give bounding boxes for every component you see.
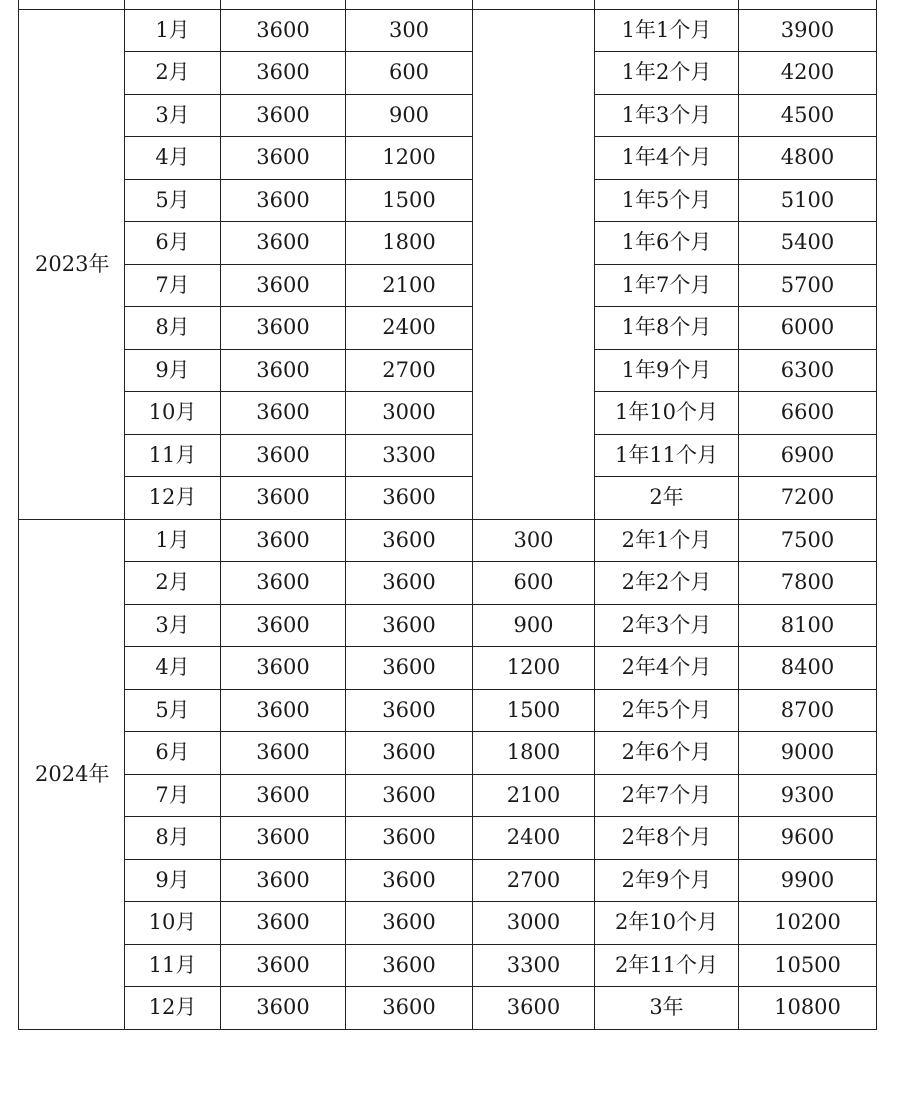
table-row <box>19 307 877 350</box>
period-cell: 1年10个月 <box>595 392 739 435</box>
value-a-cell: 3600 <box>221 604 346 647</box>
total-cell: 5400 <box>739 222 877 265</box>
month-cell: 3月 <box>125 604 221 647</box>
table-row <box>19 774 877 817</box>
period-cell: 1年1个月 <box>595 9 739 52</box>
table-row <box>19 732 877 775</box>
period-cell: 2年10个月 <box>595 902 739 945</box>
value-c-cell: 2700 <box>473 859 595 902</box>
value-c-cell: 1500 <box>473 689 595 732</box>
value-b-cell: 3600 <box>346 519 473 562</box>
total-cell: 6000 <box>739 307 877 350</box>
month-cell: 2月 <box>125 52 221 95</box>
value-a-cell: 3600 <box>221 987 346 1030</box>
month-cell: 4月 <box>125 137 221 180</box>
period-cell <box>595 0 739 9</box>
value-a-cell: 3600 <box>221 944 346 987</box>
total-cell: 7500 <box>739 519 877 562</box>
value-a-cell: 3600 <box>221 9 346 52</box>
table-row <box>19 349 877 392</box>
value-a-cell: 3600 <box>221 349 346 392</box>
value-b-cell: 3600 <box>346 817 473 860</box>
table-row <box>19 434 877 477</box>
table-row <box>19 94 877 137</box>
value-b-cell: 3600 <box>346 562 473 605</box>
value-b-cell <box>346 0 473 9</box>
table-row-partial <box>19 0 877 9</box>
table-row <box>19 902 877 945</box>
month-cell: 12月 <box>125 477 221 520</box>
month-cell: 7月 <box>125 774 221 817</box>
period-cell: 2年 <box>595 477 739 520</box>
total-cell: 8100 <box>739 604 877 647</box>
value-a-cell: 3600 <box>221 264 346 307</box>
value-a-cell: 3600 <box>221 477 346 520</box>
value-a-cell <box>221 0 346 9</box>
table-container <box>18 0 877 1030</box>
period-cell: 1年11个月 <box>595 434 739 477</box>
value-c-cell: 1200 <box>473 647 595 690</box>
value-b-cell: 1800 <box>346 222 473 265</box>
month-cell: 11月 <box>125 944 221 987</box>
table-row <box>19 859 877 902</box>
value-a-cell: 3600 <box>221 392 346 435</box>
total-cell: 9300 <box>739 774 877 817</box>
value-c-cell: 300 <box>473 519 595 562</box>
value-b-cell: 3600 <box>346 987 473 1030</box>
total-cell: 4200 <box>739 52 877 95</box>
period-cell: 1年5个月 <box>595 179 739 222</box>
month-cell: 12月 <box>125 987 221 1030</box>
month-cell: 8月 <box>125 307 221 350</box>
month-cell: 1月 <box>125 9 221 52</box>
total-cell: 6300 <box>739 349 877 392</box>
value-b-cell: 3600 <box>346 944 473 987</box>
value-c-cell: 1800 <box>473 732 595 775</box>
year-cell: 2024年 <box>19 519 125 1029</box>
accumulation-table <box>18 0 877 1030</box>
month-cell: 9月 <box>125 349 221 392</box>
value-c-cell: 3300 <box>473 944 595 987</box>
value-a-cell: 3600 <box>221 859 346 902</box>
month-cell: 3月 <box>125 94 221 137</box>
table-row <box>19 987 877 1030</box>
period-cell: 2年5个月 <box>595 689 739 732</box>
table-row <box>19 689 877 732</box>
value-c-cell: 3000 <box>473 902 595 945</box>
period-cell: 1年7个月 <box>595 264 739 307</box>
year-cell <box>19 0 125 9</box>
value-b-cell: 3600 <box>346 604 473 647</box>
value-b-cell: 3300 <box>346 434 473 477</box>
value-b-cell: 1200 <box>346 137 473 180</box>
value-c-cell: 3600 <box>473 987 595 1030</box>
value-a-cell: 3600 <box>221 817 346 860</box>
total-cell: 10800 <box>739 987 877 1030</box>
month-cell: 8月 <box>125 817 221 860</box>
value-a-cell: 3600 <box>221 52 346 95</box>
period-cell: 2年2个月 <box>595 562 739 605</box>
table-row <box>19 9 877 52</box>
period-cell: 2年4个月 <box>595 647 739 690</box>
total-cell: 10200 <box>739 902 877 945</box>
table-row <box>19 52 877 95</box>
period-cell: 1年8个月 <box>595 307 739 350</box>
month-cell <box>125 0 221 9</box>
month-cell: 10月 <box>125 392 221 435</box>
period-cell: 1年6个月 <box>595 222 739 265</box>
period-cell: 1年4个月 <box>595 137 739 180</box>
period-cell: 1年9个月 <box>595 349 739 392</box>
period-cell: 2年8个月 <box>595 817 739 860</box>
period-cell: 1年2个月 <box>595 52 739 95</box>
month-cell: 1月 <box>125 519 221 562</box>
value-a-cell: 3600 <box>221 307 346 350</box>
total-cell <box>739 0 877 9</box>
value-b-cell: 3600 <box>346 859 473 902</box>
value-a-cell: 3600 <box>221 562 346 605</box>
value-b-cell: 3600 <box>346 477 473 520</box>
value-a-cell: 3600 <box>221 689 346 732</box>
value-c-cell: 900 <box>473 604 595 647</box>
value-a-cell: 3600 <box>221 137 346 180</box>
value-a-cell: 3600 <box>221 774 346 817</box>
total-cell: 8400 <box>739 647 877 690</box>
total-cell: 7800 <box>739 562 877 605</box>
total-cell: 10500 <box>739 944 877 987</box>
value-b-cell: 3600 <box>346 774 473 817</box>
value-a-cell: 3600 <box>221 519 346 562</box>
value-a-cell: 3600 <box>221 732 346 775</box>
value-c-cell: 2100 <box>473 774 595 817</box>
value-c-cell: 600 <box>473 562 595 605</box>
month-cell: 6月 <box>125 222 221 265</box>
value-b-cell: 1500 <box>346 179 473 222</box>
value-b-cell: 900 <box>346 94 473 137</box>
value-b-cell: 2100 <box>346 264 473 307</box>
total-cell: 9600 <box>739 817 877 860</box>
table-row <box>19 264 877 307</box>
period-cell: 1年3个月 <box>595 94 739 137</box>
table-row <box>19 519 877 562</box>
value-c-cell: 2400 <box>473 817 595 860</box>
table-row <box>19 392 877 435</box>
month-cell: 2月 <box>125 562 221 605</box>
table-row <box>19 477 877 520</box>
total-cell: 3900 <box>739 9 877 52</box>
month-cell: 10月 <box>125 902 221 945</box>
value-b-cell: 2700 <box>346 349 473 392</box>
value-b-cell: 3600 <box>346 689 473 732</box>
table-row <box>19 222 877 265</box>
value-b-cell: 3600 <box>346 647 473 690</box>
table-row <box>19 137 877 180</box>
period-cell: 2年6个月 <box>595 732 739 775</box>
period-cell: 2年7个月 <box>595 774 739 817</box>
total-cell: 6600 <box>739 392 877 435</box>
month-cell: 5月 <box>125 689 221 732</box>
table-row <box>19 817 877 860</box>
month-cell: 4月 <box>125 647 221 690</box>
month-cell: 6月 <box>125 732 221 775</box>
total-cell: 8700 <box>739 689 877 732</box>
value-c-cell <box>473 9 595 519</box>
table-row <box>19 179 877 222</box>
total-cell: 5100 <box>739 179 877 222</box>
value-a-cell: 3600 <box>221 647 346 690</box>
year-cell: 2023年 <box>19 9 125 519</box>
table-row <box>19 604 877 647</box>
table-row <box>19 944 877 987</box>
month-cell: 5月 <box>125 179 221 222</box>
value-a-cell: 3600 <box>221 179 346 222</box>
total-cell: 4500 <box>739 94 877 137</box>
total-cell: 5700 <box>739 264 877 307</box>
period-cell: 2年1个月 <box>595 519 739 562</box>
month-cell: 9月 <box>125 859 221 902</box>
value-a-cell: 3600 <box>221 222 346 265</box>
period-cell: 2年11个月 <box>595 944 739 987</box>
period-cell: 2年9个月 <box>595 859 739 902</box>
value-b-cell: 3000 <box>346 392 473 435</box>
value-b-cell: 3600 <box>346 732 473 775</box>
table-body <box>19 0 877 1029</box>
value-a-cell: 3600 <box>221 94 346 137</box>
table-row <box>19 562 877 605</box>
period-cell: 3年 <box>595 987 739 1030</box>
total-cell: 7200 <box>739 477 877 520</box>
value-a-cell: 3600 <box>221 434 346 477</box>
value-b-cell: 2400 <box>346 307 473 350</box>
value-c-cell <box>473 0 595 9</box>
value-b-cell: 600 <box>346 52 473 95</box>
value-b-cell: 3600 <box>346 902 473 945</box>
month-cell: 11月 <box>125 434 221 477</box>
total-cell: 4800 <box>739 137 877 180</box>
table-row <box>19 647 877 690</box>
period-cell: 2年3个月 <box>595 604 739 647</box>
value-b-cell: 300 <box>346 9 473 52</box>
month-cell: 7月 <box>125 264 221 307</box>
total-cell: 9900 <box>739 859 877 902</box>
total-cell: 6900 <box>739 434 877 477</box>
value-a-cell: 3600 <box>221 902 346 945</box>
total-cell: 9000 <box>739 732 877 775</box>
